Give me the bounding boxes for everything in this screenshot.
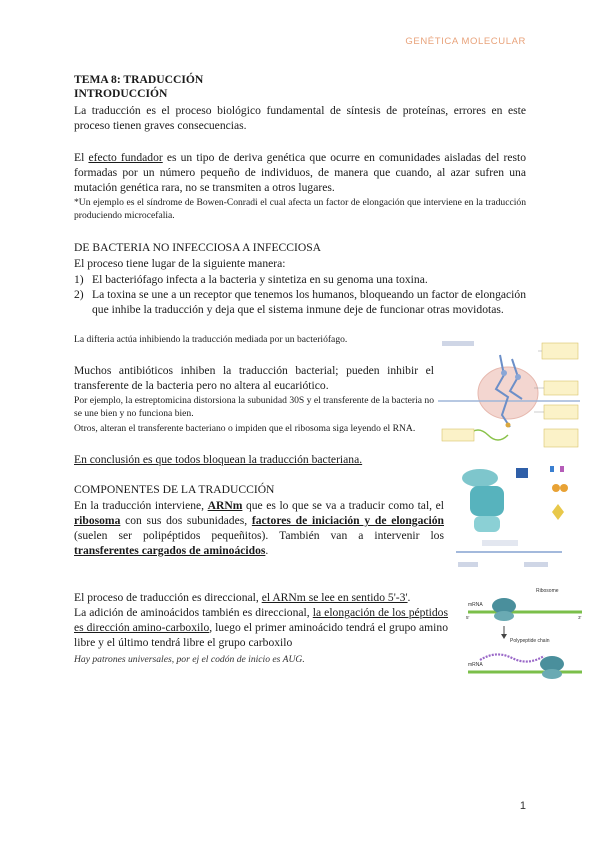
translation-components-figure: [452, 464, 580, 572]
conclusion-text: En conclusión es que todos bloquean la traducción bacteriana.: [74, 453, 363, 466]
text-run: .: [407, 591, 411, 604]
text-run: .: [265, 544, 269, 557]
callout-box: [442, 429, 474, 441]
label-bar: [524, 562, 548, 567]
factor-mark: [560, 466, 564, 472]
list-marker: 1): [74, 273, 84, 286]
text-run: La adición de aminoácidos también es direccional,: [74, 606, 313, 619]
founder-effect-paragraph: [74, 150, 526, 195]
mrna-label: mRNA: [468, 602, 483, 608]
components-paragraph: [74, 498, 444, 558]
step-text: El bacteriófago infecta a la bacteria y sintetiza en su genoma una toxina.: [92, 273, 428, 286]
text-run: (suelen ser polipéptidos pequeñitos). También van a intervenir los: [74, 529, 444, 542]
page-number: 1: [519, 800, 526, 812]
text-run: El proceso de traducción es direccional,: [74, 591, 262, 604]
callout-box: [544, 381, 578, 395]
figure-background: [466, 584, 586, 682]
callout-box: [542, 343, 578, 359]
start-codon-note: Hay patrones universales, por ej el codón de inicio es AUG.: [74, 654, 305, 665]
course-header: GENÉTICA MOLECULAR: [405, 36, 526, 47]
text-run: con sus dos subunidades,: [120, 514, 252, 527]
bacteria-section-title: DE BACTERIA NO INFECCIOSA A INFECCIOSA: [74, 241, 322, 254]
term-ribosome: ribosoma: [74, 514, 121, 527]
toxin-steps-list: [74, 272, 526, 317]
toxin-particle: [506, 423, 511, 428]
components-title: COMPONENTES DE LA TRADUCCIÓN: [74, 483, 275, 496]
phage-head: [515, 374, 521, 380]
process-lead: El proceso tiene lugar de la siguiente manera:: [74, 257, 286, 270]
text-run: , luego el primer aminoácido tendrá el grupo amino libre y el último tendrá libre el grupo carboxilo: [74, 621, 449, 649]
step-text: La toxina se une a un receptor que tenemos los humanos, bloqueando un factor de elongación que inhibe la traducción y deja que el sistema inmune deje de funcionar otras movidotas.: [92, 288, 526, 316]
factor-mark: [550, 466, 554, 472]
callout-box: [544, 405, 578, 419]
ribosome-translation-figure: [466, 584, 586, 682]
founder-effect-term: efecto fundador: [88, 151, 163, 164]
text-run: que es lo que se va a traducir como tal, el: [242, 499, 444, 512]
topic-title: TEMA 8: TRADUCCIÓN: [74, 73, 204, 86]
term-arnm: ARNm: [207, 499, 243, 512]
streptomycin-example: Por ejemplo, la estreptomicina distorsiona la subunidad 30S y el transferente de la bacteria no se une bien y no funciona bien.: [74, 395, 434, 419]
list-marker: 2): [74, 288, 84, 301]
large-subunit: [462, 469, 498, 487]
peptide-direction: la elongación de los péptidos es dirección amino-carboxilo: [74, 606, 448, 634]
text-run: El: [74, 151, 89, 164]
ribosome-bottom: [542, 669, 562, 679]
conclusion: [74, 452, 362, 467]
three-prime: 3': [578, 615, 582, 620]
mrna-direction: el ARNm se lee en sentido 5'-3': [261, 591, 408, 604]
callout-box: [544, 429, 578, 447]
label-bar: [482, 540, 518, 546]
other-antibiotics: Otros, alteran el transferente bacteriano o impiden que el ribosoma siga leyendo el RNA.: [74, 423, 416, 434]
five-prime: 5': [466, 615, 470, 620]
ribosome-bottom: [494, 611, 514, 621]
text-run: En la traducción interviene,: [74, 499, 208, 512]
label-bar: [458, 562, 478, 567]
toxin-mechanism-figure: [438, 335, 580, 457]
ribosome-label: Ribosome: [536, 588, 559, 594]
intro-paragraph: La traducción es el proceso biológico fundamental de síntesis de proteínas, errores en este proceso tienen graves consecuencias.: [74, 104, 526, 132]
diphtheria-note: La difteria actúa inhibiendo la traducción mediada por un bacteriófago.: [74, 334, 348, 345]
text-run: es un tipo de deriva genética que ocurre en comunidades aisladas del resto formadas por un número pequeño de individuos, de manera que cuando, al azar sufren una mutación genética rara, no se transmiten a otros lugares.: [74, 151, 526, 194]
list-item: [74, 272, 526, 287]
cell-body: [478, 367, 538, 419]
mrna-label: mRNA: [468, 662, 483, 668]
directionality-paragraph: [74, 590, 448, 650]
ribosome-body: [470, 486, 504, 516]
intro-heading: INTRODUCCIÓN: [74, 87, 168, 100]
term-transferentes: transferentes cargados de aminoácidos: [74, 544, 266, 557]
initiation-factor: [560, 484, 568, 492]
mrna-block: [516, 468, 528, 478]
polypeptide-label: Polypeptide chain: [510, 638, 550, 644]
initiation-factor: [552, 484, 560, 492]
bowen-conradi-note: *Un ejemplo es el síndrome de Bowen-Conradi el cual afecta un factor de elongación que interviene en la traducción produciendo microcefalia.: [74, 197, 526, 221]
list-item: [74, 287, 526, 317]
phage-head: [501, 370, 507, 376]
small-subunit: [474, 516, 500, 532]
figure-label-bar: [442, 341, 474, 346]
antibiotics-paragraph: Muchos antibióticos inhiben la traducción bacterial; pueden inhibir el transferente de la bacteria pero no altera al eucariótico.: [74, 364, 434, 392]
term-factors: factores de iniciación y de elongación: [251, 514, 445, 527]
